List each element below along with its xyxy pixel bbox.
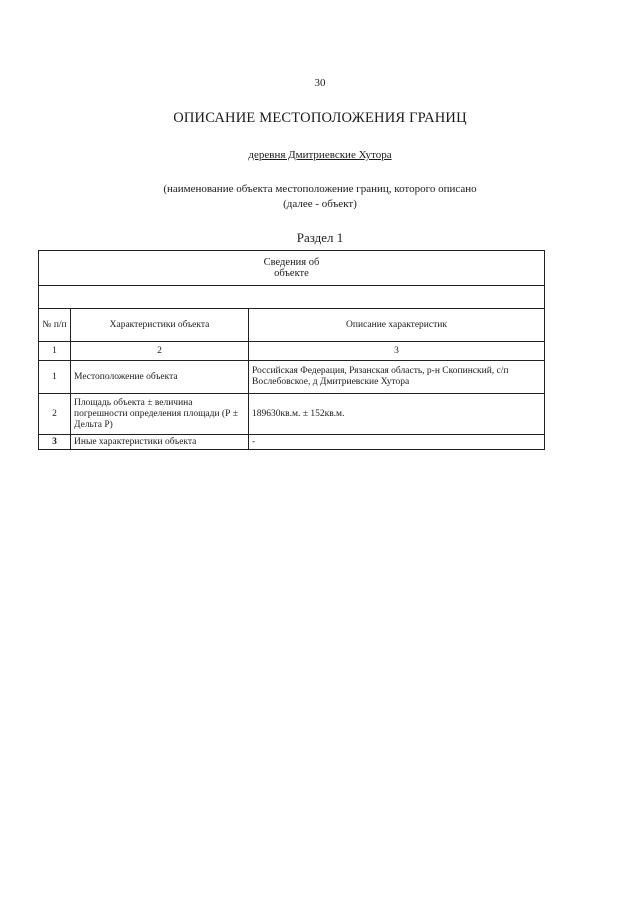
row-number: 3 xyxy=(39,435,71,450)
row-number: 2 xyxy=(39,394,71,435)
row-characteristic: Площадь объекта ± величина погрешности определения площади (Р ± Дельта Р) xyxy=(71,394,249,435)
object-info-table xyxy=(38,250,545,450)
caption-line-2: (далее - объект) xyxy=(283,198,357,210)
column-header-no: № п/п xyxy=(39,309,71,342)
table-row xyxy=(39,435,545,450)
section-title: Раздел 1 xyxy=(296,230,344,245)
column-header-characteristics: Характеристики объекта xyxy=(71,309,249,342)
row-description: - xyxy=(249,435,545,450)
column-header-description: Описание характеристик xyxy=(249,309,545,342)
table-header-line-2: объекте xyxy=(274,268,309,279)
table-row xyxy=(39,394,545,435)
caption-line-1: (наименование объекта местоположение границ, которого описано xyxy=(163,183,477,195)
row-characteristic: Иные характеристики объекта xyxy=(71,435,249,450)
row-description: Российская Федерация, Рязанская область, р-н Скопинский, с/п Вослебовское, д Дмитриевские Хутора xyxy=(249,361,545,394)
row-number: 1 xyxy=(39,361,71,394)
row-description: 189630кв.м. ± 152кв.м. xyxy=(249,394,545,435)
object-name-line xyxy=(0,149,640,161)
row-characteristic: Местоположение объекта xyxy=(71,361,249,394)
table-row xyxy=(39,361,545,394)
table-empty-row xyxy=(39,286,545,309)
caption xyxy=(0,182,640,212)
table-header xyxy=(39,251,545,286)
page-number: 30 xyxy=(314,77,326,89)
column-number-1: 1 xyxy=(39,342,71,361)
document-title: ОПИСАНИЕ МЕСТОПОЛОЖЕНИЯ ГРАНИЦ xyxy=(173,110,467,126)
table-header-line-1: Сведения об xyxy=(263,257,320,268)
object-name: деревня Дмитриевские Хутора xyxy=(248,149,392,161)
column-number-2: 2 xyxy=(71,342,249,361)
column-number-3: 3 xyxy=(249,342,545,361)
